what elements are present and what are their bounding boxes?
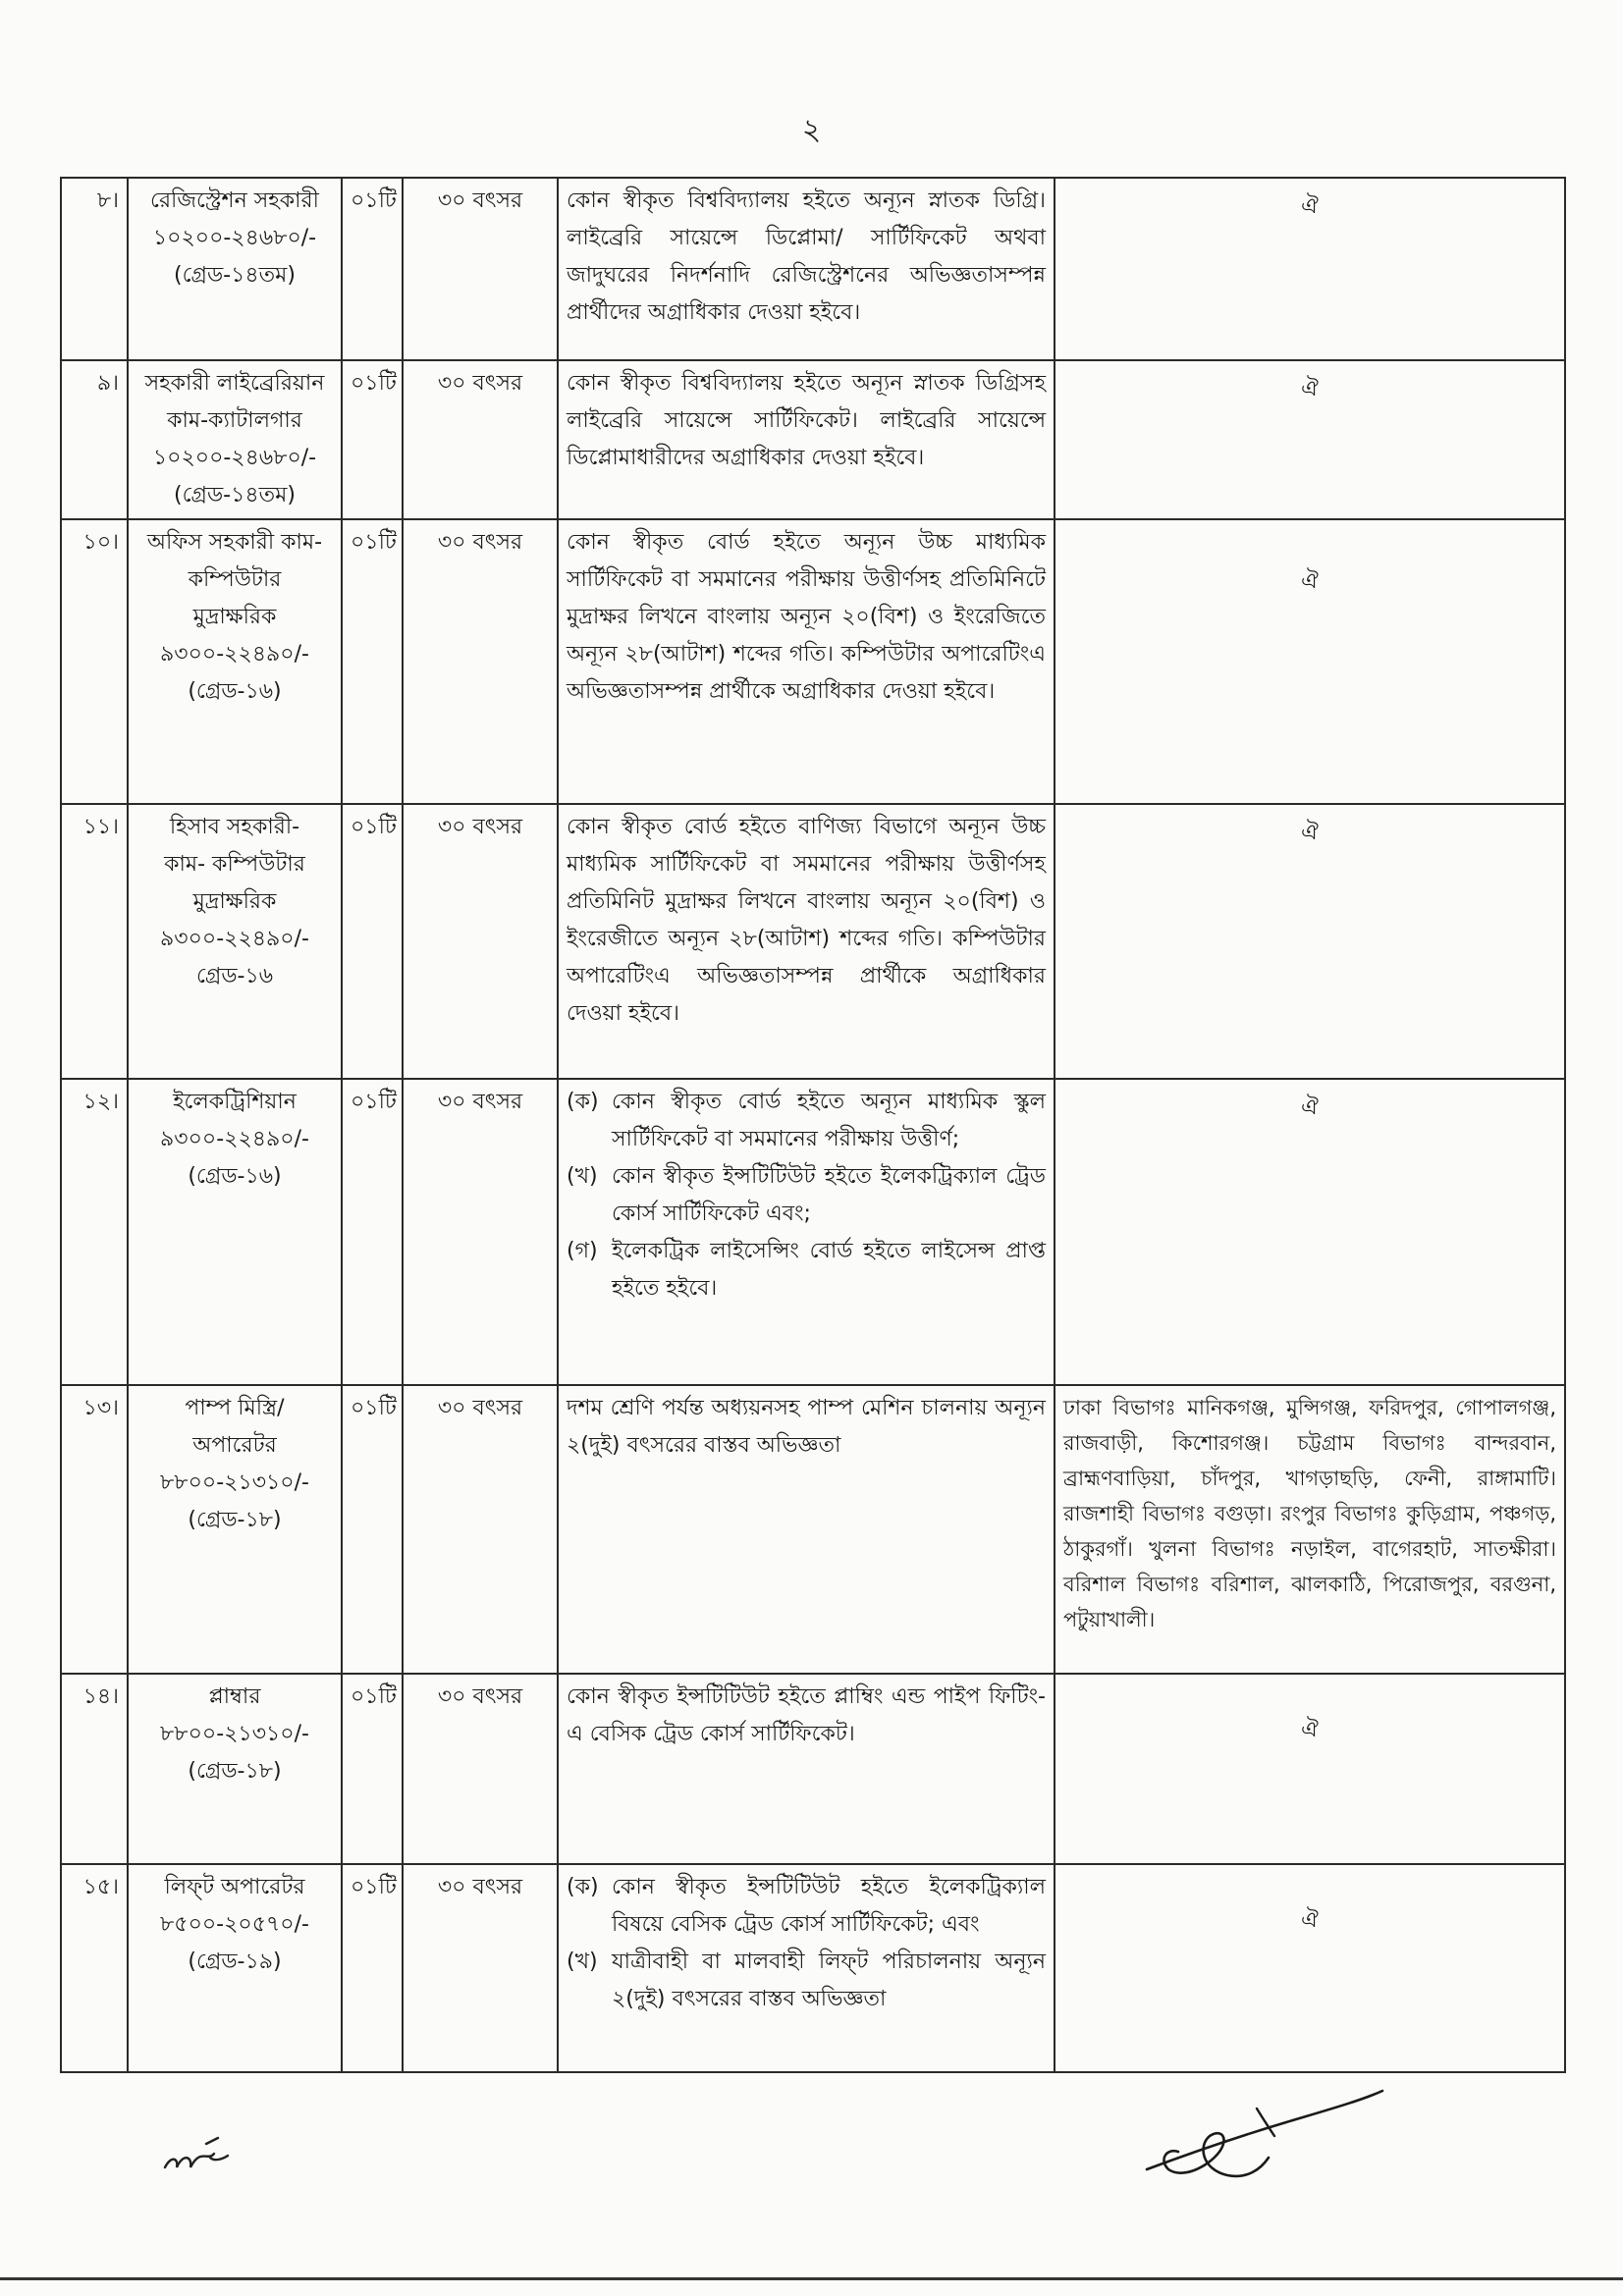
ditto-mark: ঐ	[1301, 1095, 1319, 1120]
post-name-cell	[128, 360, 342, 519]
qualification: কোন স্বীকৃত বোর্ড হইতে বাণিজ্য বিভাগে অন্যূন উচ্চ মাধ্যমিক সার্টিফিকেট বা সমমানের পরীক্ষায় উত্তীর্ণসহ প্রতিমিনিট মুদ্রাক্ষর লিখনে বাংলায় অন্যূন ২০(বিশ) ও ইংরেজীতে অন্যূন ২৮(আটাশ) শব্দের গতি। কম্পিউটার অপারেটিংএ অভিজ্ঞতাসম্পন্ন প্রার্থীকে অগ্রাধিকার দেওয়া হইবে।	[558, 804, 1055, 1079]
post-name-cont: অপারেটর	[192, 1433, 277, 1458]
age-limit: ৩০ বৎসর	[403, 178, 558, 360]
item-label: (খ)	[567, 1949, 598, 1974]
serial-number: ১২।	[61, 1079, 128, 1385]
post-name-cont: কাম- কম্পিউটার	[164, 852, 305, 877]
table-row	[61, 804, 1565, 1079]
qualification-item	[567, 1158, 1046, 1233]
pay-scale: ১০২০০-২৪৬৮০/-	[152, 446, 317, 470]
post-count: ০১টি	[342, 178, 403, 360]
item-text: ইলেকট্রিক লাইসেন্সিং বোর্ড হইতে লাইসেন্স প্রাপ্ত হইতে হইবে।	[612, 1239, 1046, 1301]
item-text: কোন স্বীকৃত বোর্ড হইতে অন্যূন মাধ্যমিক স্কুল সার্টিফিকেট বা সমমানের পরীক্ষায় উত্তীর্ণ;	[612, 1090, 1046, 1151]
grade: (গ্রেড-১৬)	[188, 1164, 282, 1189]
pay-scale: ৮৫০০-২০৫৭০/-	[160, 1912, 309, 1937]
post-name-cont: কম্পিউটার	[188, 567, 282, 592]
table-row	[61, 1864, 1565, 2072]
qualification: কোন স্বীকৃত বোর্ড হইতে অন্যূন উচ্চ মাধ্যমিক সার্টিফিকেট বা সমমানের পরীক্ষায় উত্তীর্ণসহ প্রতিমিনিটে মুদ্রাক্ষর লিখনে বাংলায় অন্যূন ২০(বিশ) ও ইংরেজিতে অন্যূন ২৮(আটাশ) শব্দের গতি। কম্পিউটার অপারেটিংএ অভিজ্ঞতাসম্পন্ন প্রার্থীকে অগ্রাধিকার দেওয়া হইবে।	[558, 519, 1055, 804]
grade: (গ্রেড-১৬)	[188, 679, 282, 704]
handwritten-initials	[157, 2128, 245, 2187]
eligible-district-cell	[1055, 519, 1565, 804]
post-name-cell	[128, 1674, 342, 1864]
post-name-cell	[128, 804, 342, 1079]
post-name: পাম্প মিস্ত্রি/	[185, 1396, 285, 1420]
table-row	[61, 178, 1565, 360]
pay-scale: ১০২০০-২৪৬৮০/-	[152, 226, 317, 250]
eligible-districts: ঢাকা বিভাগঃ মানিকগঞ্জ, মুন্সিগঞ্জ, ফরিদপুর, গোপালগঞ্জ, রাজবাড়ী, কিশোরগঞ্জ। চট্টগ্রাম বিভাগঃ বান্দরবান, ব্রাহ্মণবাড়িয়া, চাঁদপুর, খাগড়াছড়ি, ফেনী, রাঙ্গামাটি। রাজশাহী বিভাগঃ বগুড়া। রংপুর বিভাগঃ কুড়িগ্রাম, পঞ্চগড়, ঠাকুরগাঁ। খুলনা বিভাগঃ নড়াইল, বাগেরহাট, সাতক্ষীরা। বরিশাল বিভাগঃ বরিশাল, ঝালকাঠি, পিরোজপুর, বরগুনা, পটুয়াখালী।	[1063, 1396, 1556, 1631]
item-label: (ক)	[567, 1090, 599, 1114]
post-count: ০১টি	[342, 1385, 403, 1674]
eligible-district-cell	[1055, 1385, 1565, 1674]
qualification: কোন স্বীকৃত ইন্সটিটিউট হইতে প্লাম্বিং এন্ড পাইপ ফিটিং-এ বেসিক ট্রেড কোর্স সার্টিফিকেট।	[558, 1674, 1055, 1864]
qualification-list	[558, 1864, 1055, 2072]
eligible-district-cell	[1055, 1864, 1565, 2072]
post-name-cell	[128, 1385, 342, 1674]
page-number: ২	[801, 113, 822, 147]
qualification-list	[558, 1079, 1055, 1385]
pay-scale: ৯৩০০-২২৪৯০/-	[160, 927, 309, 951]
post-name: হিসাব সহকারী-	[169, 815, 300, 839]
post-name: ইলেকট্রিশিয়ান	[173, 1090, 297, 1114]
age-limit: ৩০ বৎসর	[403, 804, 558, 1079]
post-name: সহকারী লাইব্রেরিয়ান	[144, 371, 325, 396]
qualification-item	[567, 1944, 1046, 2018]
post-count: ০১টি	[342, 1864, 403, 2072]
age-limit: ৩০ বৎসর	[403, 1674, 558, 1864]
age-limit: ৩০ বৎসর	[403, 1079, 558, 1385]
ditto-mark: ঐ	[1301, 377, 1319, 401]
serial-number: ১০।	[61, 519, 128, 804]
age-limit: ৩০ বৎসর	[403, 519, 558, 804]
serial-number: ৮।	[61, 178, 128, 360]
grade: (গ্রেড-১৯)	[188, 1949, 282, 1974]
ditto-mark: ঐ	[1301, 194, 1319, 219]
serial-number: ১১।	[61, 804, 128, 1079]
qualification: কোন স্বীকৃত বিশ্ববিদ্যালয় হইতে অন্যূন স্নাতক ডিগ্রি। লাইব্রেরি সায়েন্সে ডিপ্লোমা/ সার্টিফিকেট অথবা জাদুঘরের নিদর্শনাদি রেজিস্ট্রেশনের অভিজ্ঞতাসম্পন্ন প্রার্থীদের অগ্রাধিকার দেওয়া হইবে।	[558, 178, 1055, 360]
post-count: ০১টি	[342, 804, 403, 1079]
post-name-cont: মুদ্রাক্ষরিক	[192, 889, 277, 914]
table-row	[61, 519, 1565, 804]
post-name: রেজিস্ট্রেশন সহকারী	[150, 188, 319, 213]
post-name-cell	[128, 178, 342, 360]
qualification: দশম শ্রেণি পর্যন্ত অধ্যয়নসহ পাম্প মেশিন চালনায় অন্যূন ২(দুই) বৎসরের বাস্তব অভিজ্ঞতা	[558, 1385, 1055, 1674]
grade: (গ্রেড-১৪তম)	[174, 263, 296, 288]
page-bottom-edge	[0, 2277, 1623, 2280]
qualification-item	[567, 1869, 1046, 1944]
eligible-district-cell	[1055, 1079, 1565, 1385]
table-row	[61, 1385, 1565, 1674]
grade: (গ্রেড-১৮)	[188, 1759, 282, 1784]
age-limit: ৩০ বৎসর	[403, 1864, 558, 2072]
age-limit: ৩০ বৎসর	[403, 360, 558, 519]
post-name-cell	[128, 1864, 342, 2072]
item-label: (খ)	[567, 1164, 598, 1189]
recruitment-table	[60, 177, 1566, 2073]
grade: (গ্রেড-১৮)	[188, 1508, 282, 1532]
post-count: ০১টি	[342, 1674, 403, 1864]
handwritten-signature	[1139, 2079, 1394, 2197]
post-name-cont: মুদ্রাক্ষরিক	[192, 605, 277, 629]
grade: (গ্রেড-১৪তম)	[174, 483, 296, 507]
post-count: ০১টি	[342, 360, 403, 519]
qualification-item	[567, 1084, 1046, 1158]
eligible-district-cell	[1055, 1674, 1565, 1864]
serial-number: ১৩।	[61, 1385, 128, 1674]
pay-scale: ৮৮০০-২১৩১০/-	[160, 1470, 309, 1495]
table-row	[61, 360, 1565, 519]
item-label: (গ)	[567, 1239, 598, 1263]
grade: গ্রেড-১৬	[195, 964, 274, 988]
post-name: লিফ্‌ট অপারেটর	[164, 1875, 305, 1899]
pay-scale: ৯৩০০-২২৪৯০/-	[160, 1127, 309, 1151]
post-name-cell	[128, 1079, 342, 1385]
eligible-district-cell	[1055, 804, 1565, 1079]
pay-scale: ৮৮০০-২১৩১০/-	[160, 1722, 309, 1746]
eligible-district-cell	[1055, 360, 1565, 519]
eligible-district-cell	[1055, 178, 1565, 360]
qualification-item	[567, 1233, 1046, 1308]
post-name-cell	[128, 519, 342, 804]
post-name: প্লাম্বার	[208, 1684, 261, 1709]
ditto-mark: ঐ	[1301, 821, 1319, 845]
item-text: কোন স্বীকৃত ইন্সটিটিউট হইতে ইলেকট্রিক্যাল ট্রেড কোর্স সার্টিফিকেট এবং;	[612, 1164, 1046, 1226]
item-text: কোন স্বীকৃত ইন্সটিটিউট হইতে ইলেকট্রিক্যাল বিষয়ে বেসিক ট্রেড কোর্স সার্টিফিকেট; এবং	[612, 1875, 1046, 1937]
ditto-mark: ঐ	[1301, 569, 1319, 594]
post-count: ০১টি	[342, 1079, 403, 1385]
age-limit: ৩০ বৎসর	[403, 1385, 558, 1674]
ditto-mark: ঐ	[1301, 1908, 1319, 1933]
serial-number: ১৪।	[61, 1674, 128, 1864]
serial-number: ৯।	[61, 360, 128, 519]
item-text: যাত্রীবাহী বা মালবাহী লিফ্‌ট পরিচালনায় অন্যূন ২(দুই) বৎসরের বাস্তব অভিজ্ঞতা	[612, 1949, 1046, 2011]
pay-scale: ৯৩০০-২২৪৯০/-	[160, 642, 309, 667]
ditto-mark: ঐ	[1301, 1718, 1319, 1742]
post-name-cont: কাম-ক্যাটালগার	[167, 408, 302, 433]
post-name: অফিস সহকারী কাম-	[146, 530, 323, 555]
table-row	[61, 1079, 1565, 1385]
post-count: ০১টি	[342, 519, 403, 804]
serial-number: ১৫।	[61, 1864, 128, 2072]
item-label: (ক)	[567, 1875, 599, 1899]
qualification: কোন স্বীকৃত বিশ্ববিদ্যালয় হইতে অন্যূন স্নাতক ডিগ্রিসহ লাইব্রেরি সায়েন্সে সার্টিফিকেট। লাইব্রেরি সায়েন্সে ডিপ্লোমাধারীদের অগ্রাধিকার দেওয়া হইবে।	[558, 360, 1055, 519]
table-row	[61, 1674, 1565, 1864]
